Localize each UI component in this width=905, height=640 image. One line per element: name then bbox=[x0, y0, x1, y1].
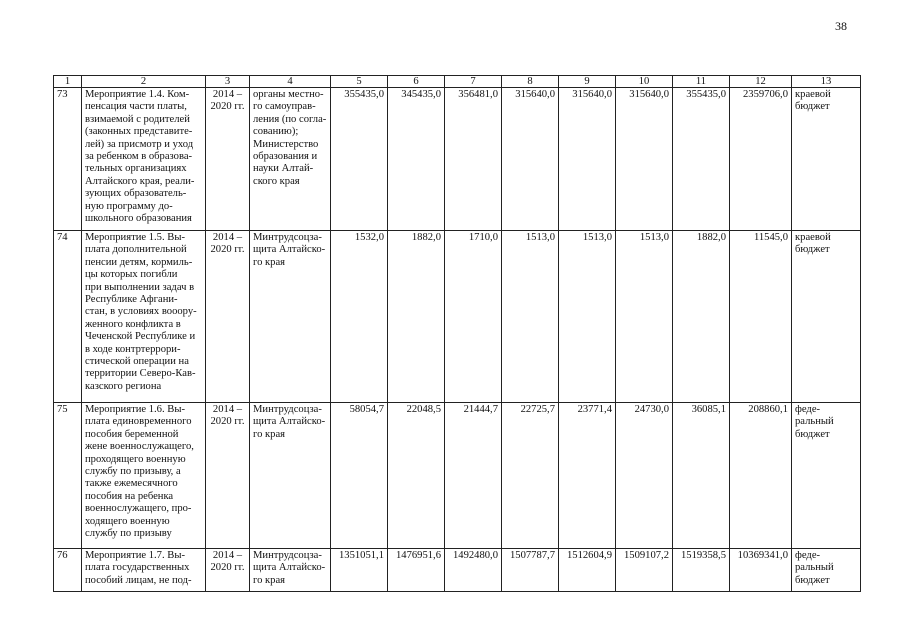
row-number: 74 bbox=[54, 231, 82, 403]
program-table bbox=[53, 75, 861, 592]
value-cell: 345435,0 bbox=[388, 88, 445, 231]
column-number: 7 bbox=[445, 76, 502, 88]
value-cell: 1513,0 bbox=[559, 231, 616, 403]
column-number: 1 bbox=[54, 76, 82, 88]
table-row bbox=[54, 88, 861, 231]
row-number: 76 bbox=[54, 549, 82, 592]
total-cell: 208860,1 bbox=[730, 403, 792, 549]
column-number: 9 bbox=[559, 76, 616, 88]
executor: органы местно- го самоуправ- ления (по согла- сованию); Министерство образования и науки Алтай- ского края bbox=[250, 88, 331, 231]
value-cell: 1509107,2 bbox=[616, 549, 673, 592]
column-number: 11 bbox=[673, 76, 730, 88]
value-cell: 1512604,9 bbox=[559, 549, 616, 592]
executor: Минтрудсоцза- щита Алтайско- го края bbox=[250, 549, 331, 592]
column-number: 3 bbox=[206, 76, 250, 88]
value-cell: 1351051,1 bbox=[331, 549, 388, 592]
value-cell: 356481,0 bbox=[445, 88, 502, 231]
column-number: 12 bbox=[730, 76, 792, 88]
total-cell: 10369341,0 bbox=[730, 549, 792, 592]
value-cell: 22725,7 bbox=[502, 403, 559, 549]
column-number: 5 bbox=[331, 76, 388, 88]
value-cell: 1710,0 bbox=[445, 231, 502, 403]
value-cell: 1882,0 bbox=[388, 231, 445, 403]
value-cell: 355435,0 bbox=[673, 88, 730, 231]
value-cell: 24730,0 bbox=[616, 403, 673, 549]
measure-name: Мероприятие 1.7. Вы- плата государственных пособий лицам, не под- bbox=[82, 549, 206, 592]
value-cell: 36085,1 bbox=[673, 403, 730, 549]
period: 2014 – 2020 гг. bbox=[206, 231, 250, 403]
value-cell: 1513,0 bbox=[616, 231, 673, 403]
value-cell: 355435,0 bbox=[331, 88, 388, 231]
column-numbers-row bbox=[54, 76, 861, 88]
table-row bbox=[54, 549, 861, 592]
value-cell: 23771,4 bbox=[559, 403, 616, 549]
value-cell: 315640,0 bbox=[616, 88, 673, 231]
period: 2014 – 2020 гг. bbox=[206, 403, 250, 549]
column-number: 6 bbox=[388, 76, 445, 88]
value-cell: 315640,0 bbox=[559, 88, 616, 231]
funding-source: феде- ральный бюджет bbox=[792, 549, 861, 592]
measure-name: Мероприятие 1.4. Ком- пенсация части платы, взимаемой с родителей (законных представите- лей) за присмотр и уход за ребенком в образова- тельных организациях Алтайского края, реали- зующих образователь- ную программу до- школьного образования bbox=[82, 88, 206, 231]
value-cell: 1507787,7 bbox=[502, 549, 559, 592]
executor: Минтрудсоцза- щита Алтайско- го края bbox=[250, 231, 331, 403]
column-number: 2 bbox=[82, 76, 206, 88]
total-cell: 2359706,0 bbox=[730, 88, 792, 231]
page-number: 38 bbox=[835, 19, 847, 33]
value-cell: 22048,5 bbox=[388, 403, 445, 549]
column-number: 8 bbox=[502, 76, 559, 88]
value-cell: 1532,0 bbox=[331, 231, 388, 403]
table-row bbox=[54, 231, 861, 403]
value-cell: 21444,7 bbox=[445, 403, 502, 549]
table-row bbox=[54, 403, 861, 549]
funding-source: краевой бюджет bbox=[792, 88, 861, 231]
value-cell: 1513,0 bbox=[502, 231, 559, 403]
value-cell: 58054,7 bbox=[331, 403, 388, 549]
row-number: 73 bbox=[54, 88, 82, 231]
value-cell: 1882,0 bbox=[673, 231, 730, 403]
period: 2014 – 2020 гг. bbox=[206, 549, 250, 592]
funding-source: краевой бюджет bbox=[792, 231, 861, 403]
total-cell: 11545,0 bbox=[730, 231, 792, 403]
row-number: 75 bbox=[54, 403, 82, 549]
column-number: 10 bbox=[616, 76, 673, 88]
period: 2014 – 2020 гг. bbox=[206, 88, 250, 231]
column-number: 4 bbox=[250, 76, 331, 88]
value-cell: 1476951,6 bbox=[388, 549, 445, 592]
value-cell: 1492480,0 bbox=[445, 549, 502, 592]
value-cell: 315640,0 bbox=[502, 88, 559, 231]
column-number: 13 bbox=[792, 76, 861, 88]
executor: Минтрудсоцза- щита Алтайско- го края bbox=[250, 403, 331, 549]
value-cell: 1519358,5 bbox=[673, 549, 730, 592]
funding-source: феде- ральный бюджет bbox=[792, 403, 861, 549]
measure-name: Мероприятие 1.5. Вы- плата дополнительной пенсии детям, кормиль- цы которых погибли при выполнении задач в Республике Афгани- стан, в условиях вооору- женного конфликта в Чеченской Республике и в ходе контртеррори- стической операции на территории Северо-Кав- казского региона bbox=[82, 231, 206, 403]
measure-name: Мероприятие 1.6. Вы- плата единовременного пособия беременной жене военнослужащего, проходящего военную службу по призыву, а также ежемесячного пособия на ребенка военнослужащего, про- ходящего военную службу по призыву bbox=[82, 403, 206, 549]
